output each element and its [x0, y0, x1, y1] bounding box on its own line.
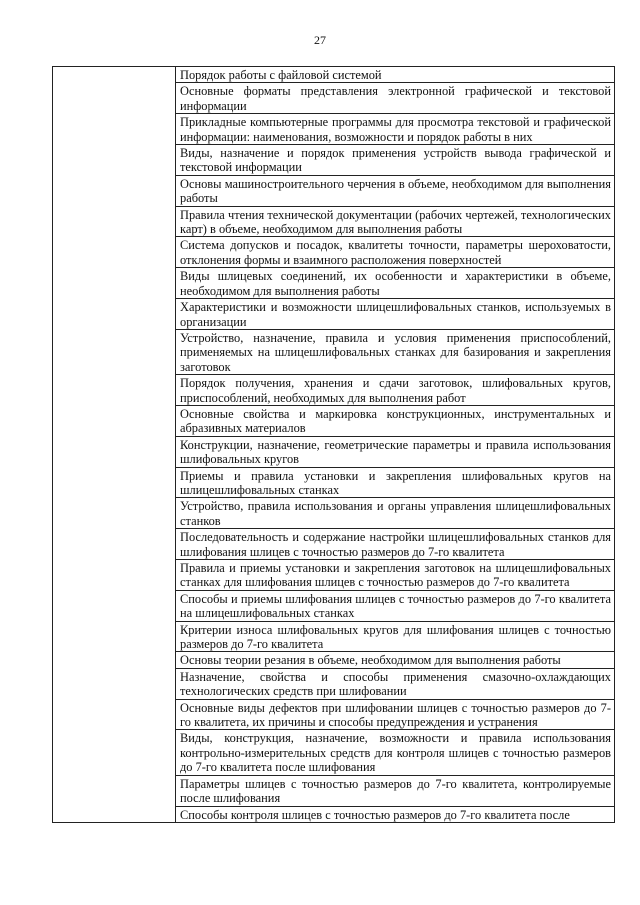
knowledge-item-text: Критерии износа шлифовальных кругов для шлифования шлицев с точностью размеров до 7-го квалитета	[180, 622, 611, 652]
knowledge-item-cell	[176, 67, 615, 83]
knowledge-item-text: Основы машиностроительного черчения в объеме, необходимом для выполнения работы	[180, 176, 611, 206]
knowledge-item-cell	[176, 436, 615, 467]
knowledge-item-text: Способы контроля шлицев с точностью размеров до 7-го квалитета после	[180, 807, 570, 822]
knowledge-item-text: Виды шлицевых соединений, их особенности и характеристики в объеме, необходимом для выполнения работы	[180, 269, 611, 298]
knowledge-item-cell	[176, 775, 615, 806]
knowledge-item-cell	[176, 299, 615, 330]
knowledge-item-cell	[176, 405, 615, 436]
knowledge-item-cell	[176, 652, 615, 668]
knowledge-item-cell	[176, 560, 615, 591]
knowledge-item-text: Основные свойства и маркировка конструкционных, инструментальных и абразивных материалов	[180, 406, 611, 436]
knowledge-item-text: Приемы и правила установки и закрепления шлифовальных кругов на шлицешлифовальных станках	[180, 468, 611, 497]
knowledge-item-cell	[176, 699, 615, 730]
page-number: 27	[314, 33, 326, 47]
table-row	[53, 67, 615, 83]
knowledge-item-cell	[176, 590, 615, 621]
knowledge-item-text: Основные форматы представления электронной графической и текстовой информации	[180, 84, 611, 113]
knowledge-item-text: Система допусков и посадок, квалитеты точности, параметры шероховатости, отклонения формы и взаимного расположения поверхностей	[180, 238, 611, 267]
knowledge-item-text: Прикладные компьютерные программы для просмотра текстовой и графической информации: наименования, возможности и порядок работы в них	[180, 115, 611, 144]
knowledge-item-cell	[176, 806, 615, 822]
knowledge-item-text: Параметры шлицев с точностью размеров до 7-го квалитета, контролируемые после шлифования	[180, 776, 611, 806]
knowledge-item-cell	[176, 83, 615, 114]
knowledge-item-text: Назначение, свойства и способы применения смазочно-охлаждающих технологических средств при шлифовании	[180, 669, 611, 699]
knowledge-item-text: Порядок получения, хранения и сдачи заготовок, шлифовальных кругов, приспособлений, необходимых для выполнения работ	[180, 376, 611, 405]
knowledge-item-cell	[176, 668, 615, 699]
knowledge-item-cell	[176, 730, 615, 775]
knowledge-item-text: Правила чтения технической документации (рабочих чертежей, технологических карт) в объеме, необходимом для выполнения работы	[180, 207, 611, 237]
knowledge-item-text: Основы теории резания в объеме, необходимом для выполнения работы	[180, 653, 561, 668]
knowledge-item-text: Характеристики и возможности шлицешлифовальных станков, используемых в организации	[180, 300, 611, 329]
knowledge-item-cell	[176, 621, 615, 652]
knowledge-item-cell	[176, 206, 615, 237]
knowledge-item-cell	[176, 175, 615, 206]
knowledge-item-text: Порядок работы с файловой системой	[180, 68, 382, 82]
knowledge-item-cell	[176, 329, 615, 374]
knowledge-item-cell	[176, 498, 615, 529]
knowledge-item-cell	[176, 145, 615, 176]
knowledge-item-text: Устройство, правила использования и органы управления шлицешлифовальных станков	[180, 499, 611, 528]
knowledge-item-text: Конструкции, назначение, геометрические параметры и правила использования шлифовальных кругов	[180, 437, 611, 467]
knowledge-item-text: Правила и приемы установки и закрепления заготовок на шлицешлифовальных станках для шлифования шлицев с точностью размеров до 7-го квалитета	[180, 561, 611, 590]
knowledge-item-cell	[176, 467, 615, 498]
knowledge-item-cell	[176, 375, 615, 406]
knowledge-item-cell	[176, 114, 615, 145]
requirements-table	[52, 66, 615, 823]
knowledge-item-text: Способы и приемы шлифования шлицев с точностью размеров до 7-го квалитета на шлицешлифовальных станках	[180, 591, 611, 621]
label-column-cell	[53, 67, 176, 823]
knowledge-item-text: Виды, конструкция, назначение, возможности и правила использования контрольно-измерительных средств для контроля шлицев с точностью размеров до 7-го квалитета после шлифования	[180, 731, 611, 775]
knowledge-item-text: Устройство, назначение, правила и условия применения приспособлений, применяемых на шлицешлифовальных станках для базирования и закрепления заготовок	[180, 330, 611, 374]
knowledge-item-cell	[176, 237, 615, 268]
knowledge-item-cell	[176, 268, 615, 299]
knowledge-item-cell	[176, 529, 615, 560]
requirements-table-body	[53, 67, 615, 823]
knowledge-item-text: Виды, назначение и порядок применения устройств вывода графической и текстовой информации	[180, 146, 611, 175]
knowledge-item-text: Основные виды дефектов при шлифовании шлицев с точностью размеров до 7-го квалитета, их причины и способы предупреждения и устранения	[180, 700, 611, 730]
knowledge-item-text: Последовательность и содержание настройки шлицешлифовальных станков для шлифования шлицев с точностью размеров до 7-го квалитета	[180, 530, 611, 559]
